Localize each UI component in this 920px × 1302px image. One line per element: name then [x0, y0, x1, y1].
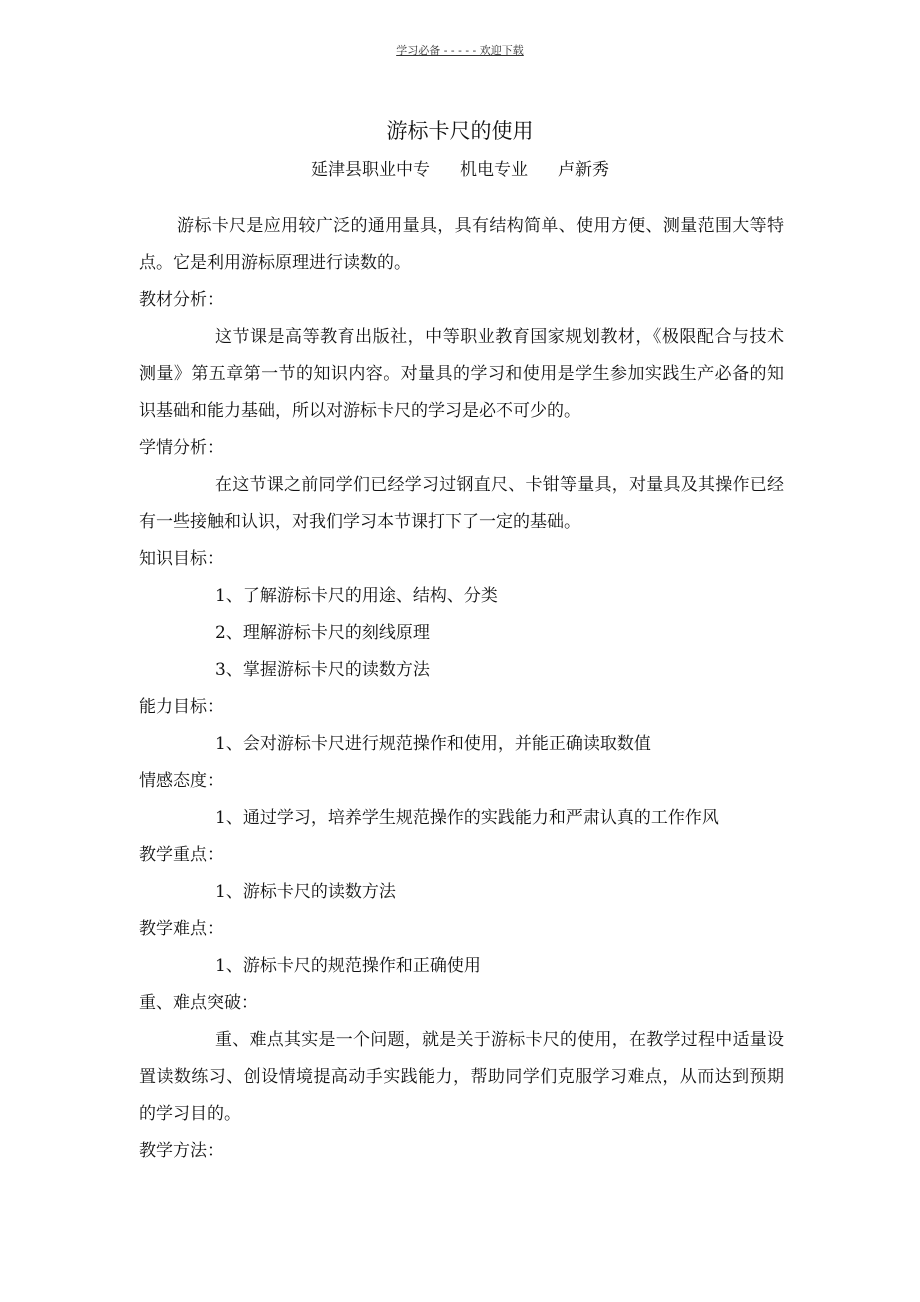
- list-item: 2、理解游标卡尺的刻线原理: [215, 623, 430, 643]
- section-heading-difficulties: 教学难点：: [139, 919, 224, 939]
- section-heading-methods: 教学方法：: [139, 1141, 224, 1161]
- major-name: 机电专业: [460, 160, 528, 180]
- section-heading-emotion: 情感态度：: [139, 771, 224, 791]
- intro-paragraph: 游标卡尺是应用较广泛的通用量具，具有结构简单、使用方便、测量范围大等特点。它是利用游标原理进行读数的。: [139, 216, 784, 273]
- page-header-note: 学习必备 - - - - - 欢迎下载: [396, 44, 524, 57]
- section-heading-textbook: 教材分析：: [139, 290, 224, 310]
- document-body: [139, 208, 784, 1170]
- author-name: 卢新秀: [558, 160, 609, 180]
- section-heading-breakthrough: 重、难点突破：: [139, 993, 258, 1013]
- list-item: 1、游标卡尺的规范操作和正确使用: [215, 956, 481, 976]
- section-text-breakthrough: 重、难点其实是一个问题，就是关于游标卡尺的使用，在教学过程中适量设置读数练习、创设情境提高动手实践能力，帮助同学们克服学习难点，从而达到预期的学习目的。: [139, 1030, 784, 1124]
- document-title: 游标卡尺的使用: [386, 119, 534, 143]
- section-heading-knowledge: 知识目标：: [139, 549, 224, 569]
- section-heading-students: 学情分析：: [139, 438, 224, 458]
- school-name: 延津县职业中专: [311, 160, 430, 180]
- section-text-students: 在这节课之前同学们已经学习过钢直尺、卡钳等量具，对量具及其操作已经有一些接触和认识，对我们学习本节课打下了一定的基础。: [139, 475, 784, 532]
- document-subtitle: [0, 157, 920, 183]
- list-item: 1、会对游标卡尺进行规范操作和使用，并能正确读取数值: [215, 734, 651, 754]
- section-text-textbook: 这节课是高等教育出版社，中等职业教育国家规划教材，《极限配合与技术测量》第五章第一节的知识内容。对量具的学习和使用是学生参加实践生产必备的知识基础和能力基础，所以对游标卡尺的学习是必不可少的。: [139, 327, 784, 421]
- list-item: 1、了解游标卡尺的用途、结构、分类: [215, 586, 498, 606]
- section-heading-key-points: 教学重点：: [139, 845, 224, 865]
- list-item: 1、游标卡尺的读数方法: [215, 882, 396, 902]
- section-heading-ability: 能力目标：: [139, 697, 224, 717]
- list-item: 3、掌握游标卡尺的读数方法: [215, 660, 430, 680]
- list-item: 1、通过学习，培养学生规范操作的实践能力和严肃认真的工作作风: [215, 808, 719, 828]
